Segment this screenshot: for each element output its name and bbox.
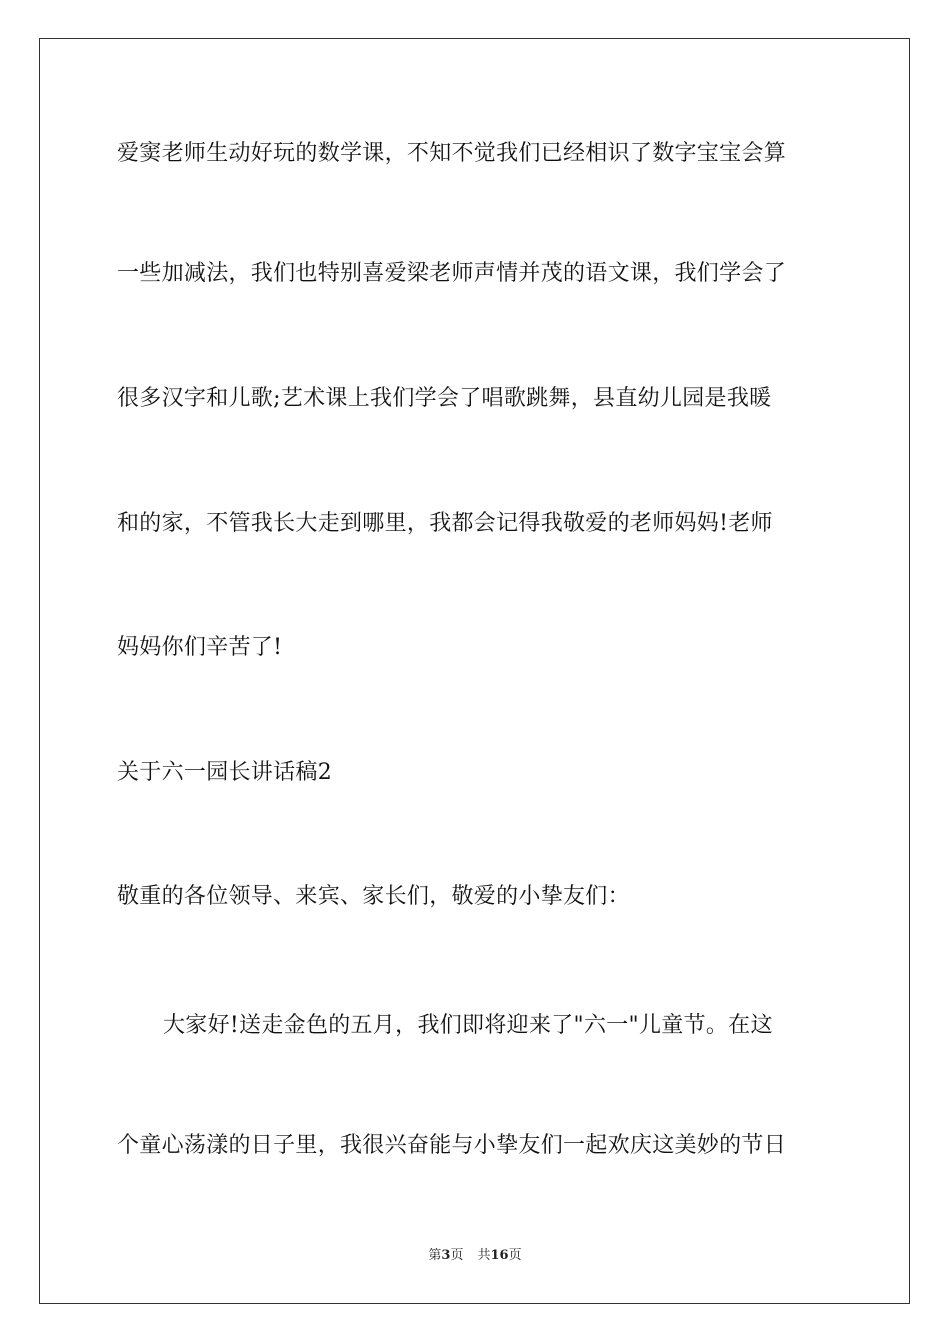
- body-text-line: 和的家，不管我长大走到哪里，我都会记得我敬爱的老师妈妈!老师: [117, 511, 773, 536]
- body-text-line: 大家好!送走金色的五月，我们即将迎来了"六一"儿童节。在这: [163, 1013, 773, 1038]
- page-footer: [0, 1247, 950, 1265]
- body-text-line: 很多汉字和儿歌;艺术课上我们学会了唱歌跳舞，县直幼儿园是我暖: [117, 386, 772, 411]
- total-suffix: 页: [508, 1248, 522, 1263]
- current-page-number: 3: [441, 1248, 451, 1263]
- salutation-line: 敬重的各位领导、来宾、家长们，敬爱的小挚友们：: [117, 884, 630, 909]
- page-border: [39, 38, 910, 1304]
- page-suffix: 页: [450, 1248, 464, 1263]
- body-text-line: 一些加减法，我们也特别喜爱梁老师声情并茂的语文课，我们学会了: [117, 261, 787, 286]
- total-prefix: 共: [477, 1248, 491, 1263]
- body-text-line: 个童心荡漾的日子里，我很兴奋能与小挚友们一起欢庆这美妙的节日: [117, 1133, 787, 1158]
- body-text-line: 爱窦老师生动好玩的数学课，不知不觉我们已经相识了数字宝宝会算: [117, 141, 787, 166]
- body-text-line: 妈妈你们辛苦了!: [117, 635, 283, 660]
- page-prefix: 第: [428, 1248, 442, 1263]
- section-heading: 关于六一园长讲话稿2: [117, 760, 332, 785]
- total-page-count: 16: [490, 1248, 509, 1263]
